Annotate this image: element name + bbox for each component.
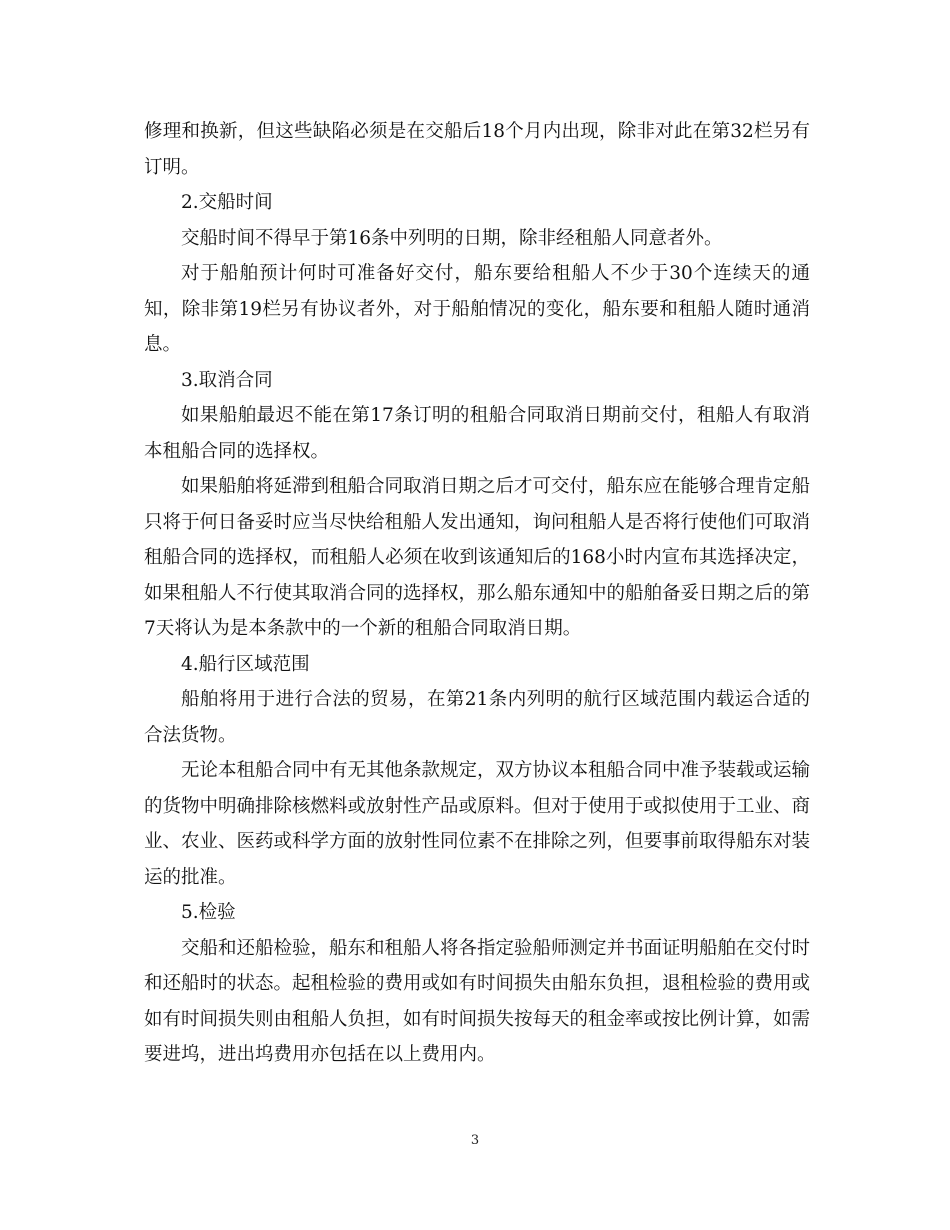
paragraph-delivery-notice: 对于船舶预计何时可准备好交付，船东要给租船人不少于30个连续天的通知，除非第19栏另有协议者外，对于船舶情况的变化，船东要和租船人随时通消息。 [144,263,810,355]
section-heading-cancellation: 3.取消合同 [181,369,273,391]
section-heading-survey: 5.检验 [181,902,236,923]
paragraph-continuation: 修理和换新，但这些缺陷必须是在交船后18个月内出现，除非对此在第32栏另有订明。 [144,121,810,178]
paragraph-delivery-date: 交船时间不得早于第16条中列明的日期，除非经租船人同意者外。 [181,227,723,249]
paragraph-cancellation-option: 如果船舶最迟不能在第17条订明的租船合同取消日期前交付，租船人有取消本租船合同的选择权。 [144,405,810,462]
paragraph-survey: 交船和还船检验，船东和租船人将各指定验船师测定并书面证明船舶在交付时和还船时的状态。起租检验的费用或如有时间损失由船东负担，退租检验的费用或如有时间损失则由租船人负担，如有时间损失按每天的租金率或按比例计算，如需要进坞，进出坞费用亦包括在以上费用内。 [144,937,811,1065]
section-heading-trading-limits: 4.船行区域范围 [181,653,310,675]
section-heading-delivery-time: 2.交船时间 [181,192,273,213]
document-body [144,114,810,1073]
page-number: 3 [470,1133,480,1148]
paragraph-trading-area: 船舶将用于进行合法的贸易，在第21条内列明的航行区域范围内载运合适的合法货物。 [144,689,810,746]
paragraph-excluded-cargo: 无论本租船合同中有无其他条款规定，双方协议本租船合同中准予装载或运输的货物中明确排除核燃料或放射性产品或原料。但对于使用于或拟使用于工业、商业、农业、医药或科学方面的放射性同位素不在排除之列，但要事前取得船东对装运的批准。 [144,760,811,888]
paragraph-cancellation-delay: 如果船舶将延滞到租船合同取消日期之后才可交付，船东应在能够合理肯定船只将于何日备妥时应当尽快给租船人发出通知，询问租船人是否将行使他们可取消租船合同的选择权，而租船人必须在收到该通知后的168小时内宣布其选择决定，如果租船人不行使其取消合同的选择权，那么船东通知中的船舶备妥日期之后的第7天将认为是本条款中的一个新的租船合同取消日期。 [144,476,811,639]
